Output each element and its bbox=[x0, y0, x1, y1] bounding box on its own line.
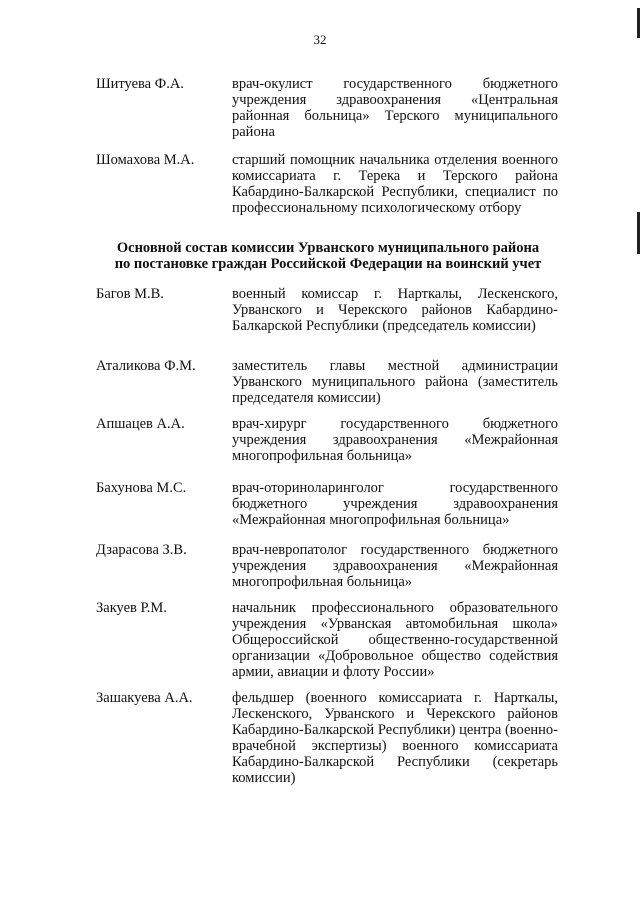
member-name: Дзарасова З.В. bbox=[96, 542, 187, 558]
member-name: Шомахова М.А. bbox=[96, 152, 195, 168]
member-description: врач-невропатолог государственного бюджетного учреждения здравоохранения «Межрайонная многопрофильная больница» bbox=[232, 542, 558, 590]
member-description: фельдшер (военного комиссариата г. Нарткалы, Лескенского, Урванского и Черекского районов Кабардино-Балкарской Республики) центра (военно-врачебной экспертизы) военного комиссариата Кабардино-Балкарской Республики (секретарь комиссии) bbox=[232, 690, 558, 786]
member-description: заместитель главы местной администрации Урванского муниципального района (заместитель председателя комиссии) bbox=[232, 358, 558, 406]
section-title-line: Основной состав комиссии Урванского муниципального района bbox=[116, 240, 540, 256]
member-description: врач-хирург государственного бюджетного учреждения здравоохранения «Межрайонная многопрофильная больница» bbox=[232, 416, 558, 464]
member-description: военный комиссар г. Нарткалы, Лескенского, Урванского и Черекского районов Кабардино-Балкарской Республики (председатель комиссии) bbox=[232, 286, 558, 334]
member-description: врач-окулист государственного бюджетного учреждения здравоохранения «Центральная районная больница» Терского муниципального района bbox=[232, 76, 558, 140]
page-number: 32 bbox=[313, 32, 327, 47]
member-name: Шитуева Ф.А. bbox=[96, 76, 184, 92]
member-name: Багов М.В. bbox=[96, 286, 164, 302]
member-name: Бахунова М.С. bbox=[96, 480, 187, 496]
member-description: начальник профессионального образовательного учреждения «Урванская автомобильная школа» Общероссийской общественно-государственной организации «Добровольное общество содействия армии, авиации и флоту России» bbox=[232, 600, 558, 680]
section-title bbox=[88, 240, 568, 272]
member-description: врач-оториноларинголог государственного бюджетного учреждения здравоохранения «Межрайонная многопрофильная больница» bbox=[232, 480, 558, 528]
member-description: старший помощник начальника отделения военного комиссариата г. Терека и Терского района Кабардино-Балкарской Республики, специалист по профессиональному психологическому отбору bbox=[232, 152, 558, 216]
member-name: Аталикова Ф.М. bbox=[96, 358, 196, 374]
member-name: Закуев Р.М. bbox=[96, 600, 167, 616]
section-title-line: по постановке граждан Российской Федерации на воинский учет bbox=[114, 256, 542, 272]
member-name: Зашакуева А.А. bbox=[96, 690, 193, 706]
member-name: Апшацев А.А. bbox=[96, 416, 185, 432]
